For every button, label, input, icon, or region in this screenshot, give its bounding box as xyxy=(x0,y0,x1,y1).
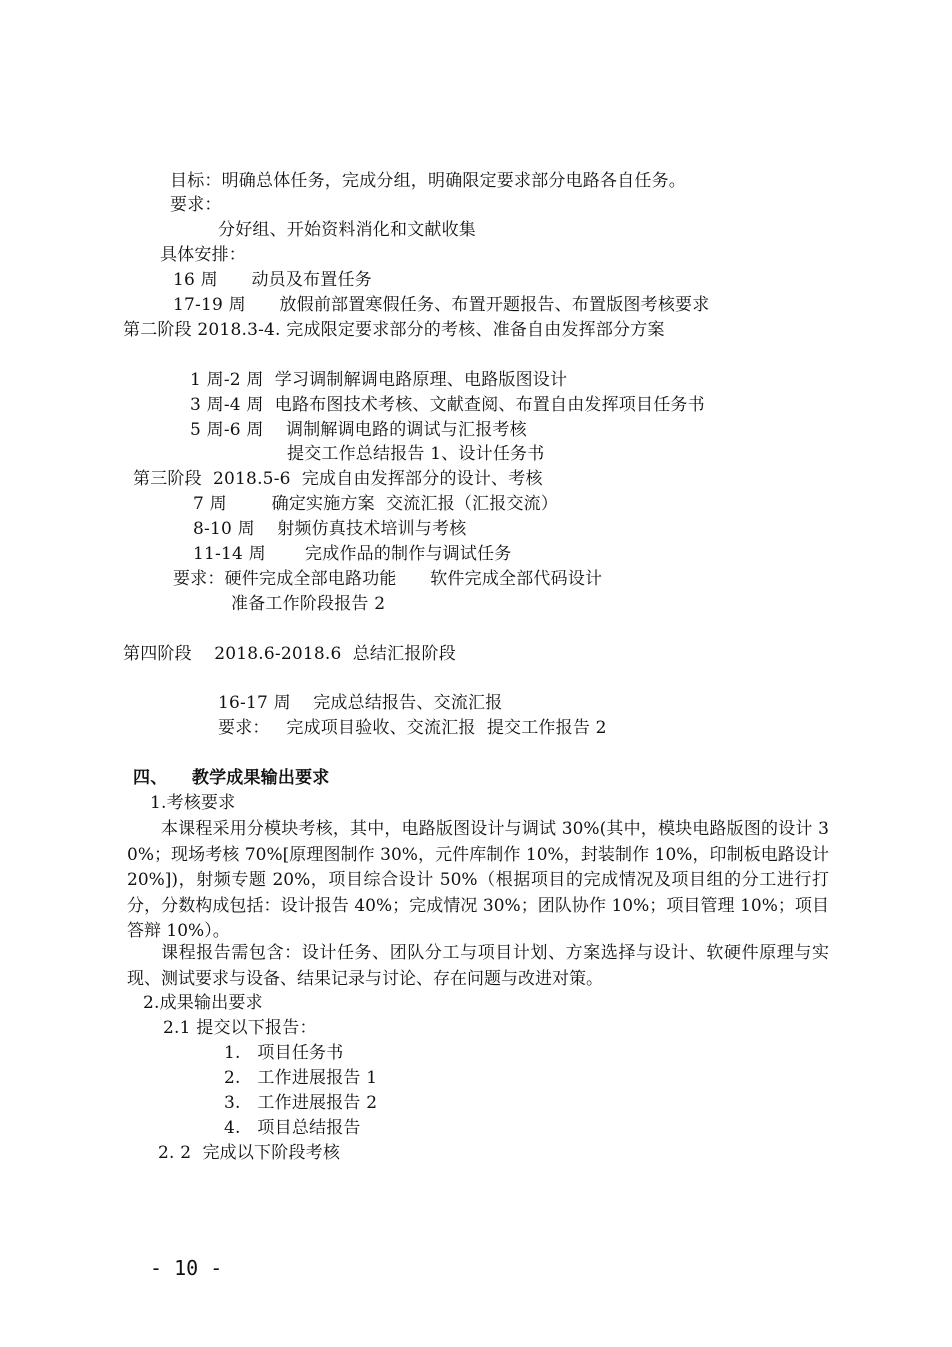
section4-report-paragraph: 课程报告需包含：设计任务、团队分工与项目计划、方案选择与设计、软硬件原理与实现、测试要求与设备、结果记录与讨论、存在问题与改进对策。 xyxy=(127,943,829,989)
stage3-requirement: 要求：硬件完成全部电路功能 软件完成全部代码设计 xyxy=(173,569,603,589)
stage1-week16: 16 周 动员及布置任务 xyxy=(173,270,372,290)
section4-assessment-paragraph: 本课程采用分模块考核，其中，电路版图设计与调试 30%(其中，模块电路版图的设计 30%；现场考核 70%[原理图制作 30%，元件库制作 10%，封装制作 10%，印制板电路设计 20%])，射频专题 20%，项目综合设计 50%（根据项目的完成情况及项目组的分工进行打分，分数构成包括：设计报告 40%；完成情况 30%；团队协作 10%；项目管理 10%；项目答辩 10%）。 xyxy=(127,819,829,941)
stage3-week8-10: 8-10 周 射频仿真技术培训与考核 xyxy=(193,519,467,539)
page-number: - 10 - xyxy=(150,1256,223,1280)
section4-sub2-2: 2. 2 完成以下阶段考核 xyxy=(158,1143,341,1163)
section4-sub2: 2.成果输出要求 xyxy=(143,993,263,1013)
stage2-week3-4: 3 周-4 周 电路布图技术考核、文献查阅、布置自由发挥项目任务书 xyxy=(190,395,705,415)
stage2-week1-2: 1 周-2 周 学习调制解调电路原理、电路版图设计 xyxy=(190,370,568,390)
stage3-requirement-continued: 准备工作阶段报告 2 xyxy=(231,594,386,614)
stage1-week17-19: 17-19 周 放假前部置寒假任务、布置开题报告、布置版图考核要求 xyxy=(173,295,710,315)
stage1-goal: 目标：明确总体任务，完成分组，明确限定要求部分电路各自任务。 xyxy=(170,171,686,191)
section4-heading: 四、 教学成果输出要求 xyxy=(133,768,330,788)
stage1-arrangement-label: 具体安排： xyxy=(160,245,246,265)
report-list-item: 3. 工作进展报告 2 xyxy=(224,1093,378,1113)
stage3-week11-14: 11-14 周 完成作品的制作与调试任务 xyxy=(193,544,512,564)
stage1-requirement-text: 分好组、开始资料消化和文献收集 xyxy=(218,220,476,240)
stage1-requirement-label: 要求： xyxy=(170,195,222,215)
stage2-week5-6: 5 周-6 周 调制解调电路的调试与汇报考核 xyxy=(190,420,527,440)
report-list-item: 1. 项目任务书 xyxy=(224,1043,344,1063)
stage2-week5-6-continued: 提交工作总结报告 1、设计任务书 xyxy=(287,444,545,464)
section4-sub2-1: 2.1 提交以下报告： xyxy=(163,1018,317,1038)
section4-sub1: 1.考核要求 xyxy=(150,793,236,813)
report-list-item: 2. 工作进展报告 1 xyxy=(224,1068,378,1088)
stage4-title: 第四阶段 2018.6-2018.6 总结汇报阶段 xyxy=(123,644,456,664)
stage2-title: 第二阶段 2018.3-4. 完成限定要求部分的考核、准备自由发挥部分方案 xyxy=(123,320,665,340)
report-list-item: 4. 项目总结报告 xyxy=(224,1118,361,1138)
stage4-week16-17: 16-17 周 完成总结报告、交流汇报 xyxy=(218,693,503,713)
stage3-title: 第三阶段 2018.5-6 完成自由发挥部分的设计、考核 xyxy=(133,469,543,489)
stage4-requirement: 要求： 完成项目验收、交流汇报 提交工作报告 2 xyxy=(218,718,607,738)
stage3-week7: 7 周 确定实施方案 交流汇报（汇报交流） xyxy=(193,494,559,514)
